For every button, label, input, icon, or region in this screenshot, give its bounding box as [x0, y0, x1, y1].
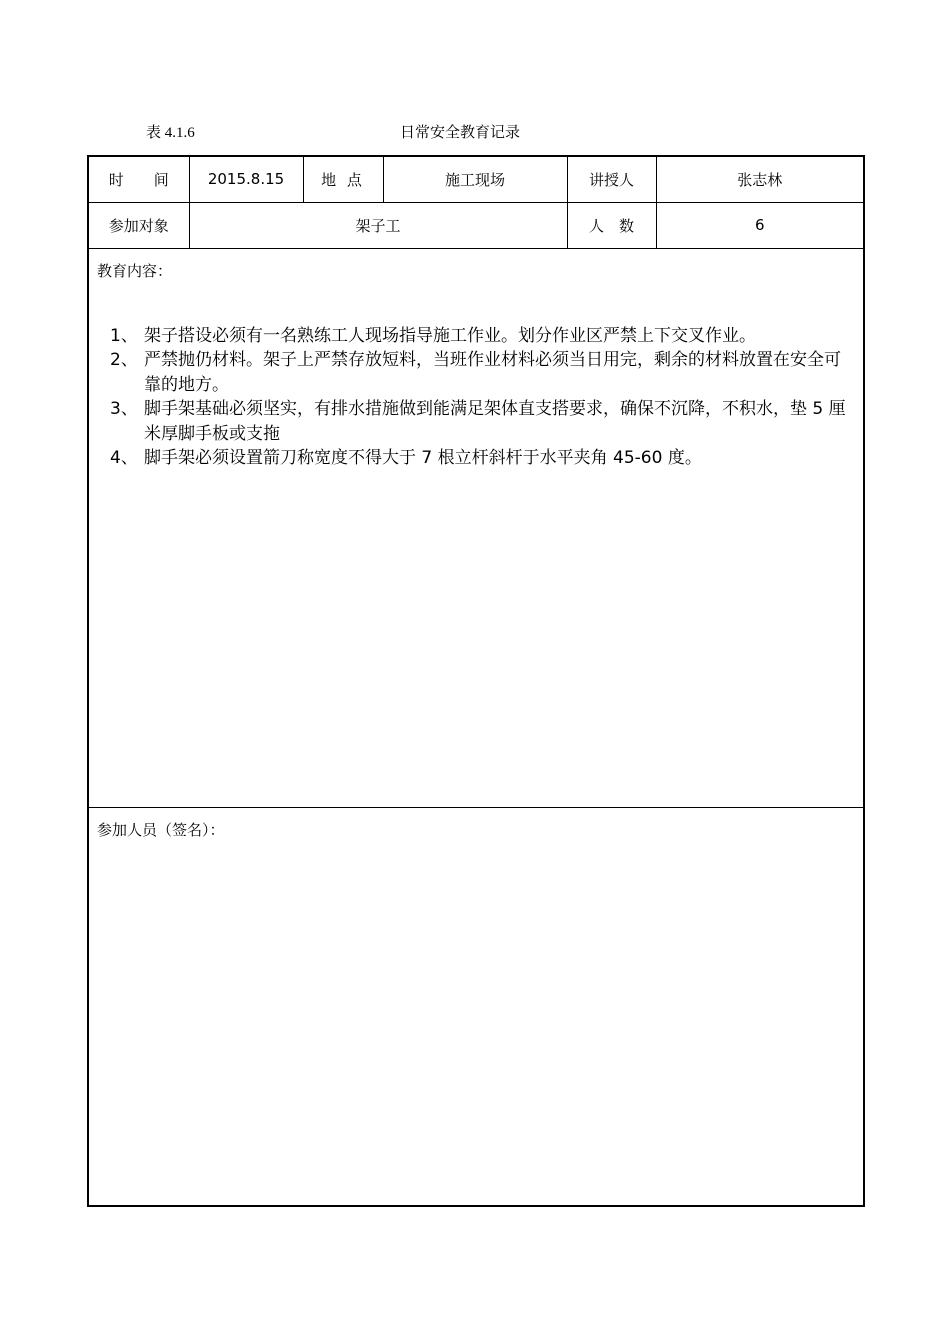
page-title: 日常安全教育记录	[400, 123, 521, 141]
content-item-text: 脚手架必须设置箭刀称宽度不得大于 7 根立杆斜杆于水平夹角 45-60 度。	[144, 448, 702, 468]
place-label: 地 点	[303, 156, 383, 202]
count-label: 人 数	[567, 202, 656, 248]
content-list	[97, 324, 855, 471]
content-item-number: 1、	[110, 325, 138, 346]
signature-cell	[88, 807, 864, 1206]
content-item-number: 2、	[110, 350, 138, 370]
content-item	[97, 446, 855, 471]
lecturer-value: 张志林	[656, 156, 864, 202]
table-number: 表 4.1.6	[146, 125, 195, 141]
content-row	[88, 248, 864, 807]
participants-label: 参加对象	[88, 202, 189, 248]
content-item	[97, 397, 855, 446]
record-table	[87, 155, 865, 1207]
content-cell	[88, 248, 864, 807]
content-item-number: 3、	[110, 399, 138, 419]
content-item-text: 架子搭设必须有一名熟练工人现场指导施工作业。划分作业区严禁上下交叉作业。	[144, 325, 756, 346]
content-item	[97, 324, 855, 349]
time-label: 时 间	[88, 156, 189, 202]
content-item-text: 脚手架基础必须坚实，有排水措施做到能满足架体直支搭要求，确保不沉降，不积水，垫 5 厘米厚脚手板或支拖	[144, 399, 846, 444]
content-item-text: 严禁抛仍材料。架子上严禁存放短料，当班作业材料必须当日用完，剩余的材料放置在安全可靠的地方。	[144, 350, 841, 395]
place-value: 施工现场	[383, 156, 567, 202]
signature-label: 参加人员（签名）：	[97, 820, 225, 839]
content-item-number: 4、	[110, 448, 138, 468]
content-label: 教育内容：	[97, 261, 173, 280]
info-row-2	[88, 202, 864, 248]
time-value: 2015.8.15	[189, 156, 303, 202]
content-item	[97, 348, 855, 397]
signature-row	[88, 807, 864, 1206]
count-value: 6	[656, 202, 864, 248]
lecturer-label: 讲授人	[567, 156, 656, 202]
info-row-1	[88, 156, 864, 202]
participants-value: 架子工	[189, 202, 567, 248]
